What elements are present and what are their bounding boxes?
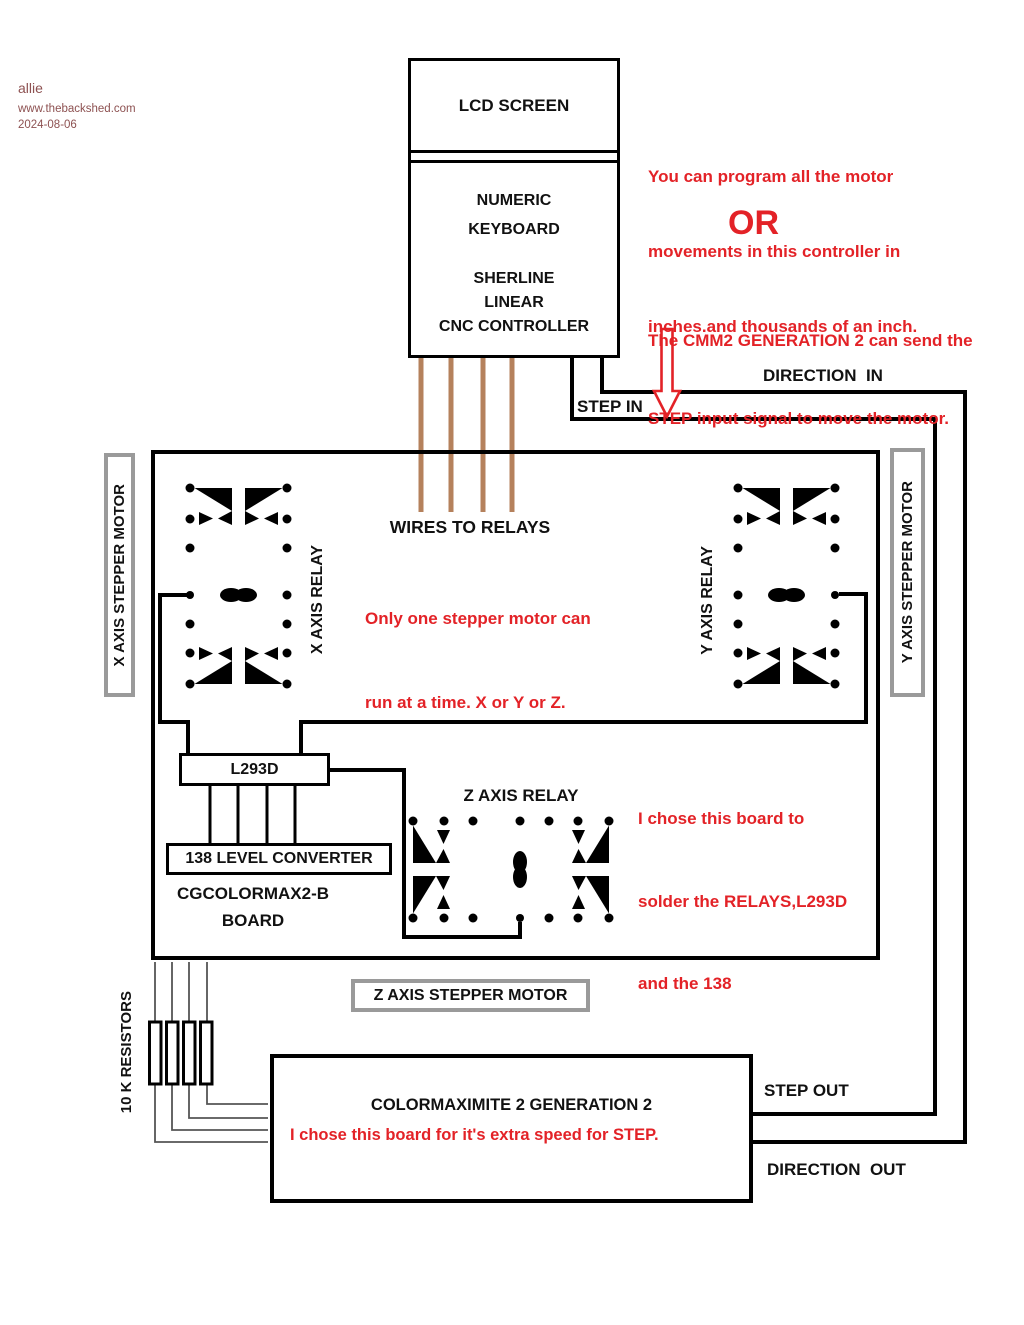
note-only-one-line: run at a time. X or Y or Z.	[365, 693, 566, 712]
controller-line: LINEAR	[484, 294, 544, 311]
site-url: www.thebackshed.com	[18, 103, 136, 115]
note-cmm2-speed: I chose this board for it's extra speed for STEP.	[290, 1126, 659, 1144]
z-stepper-motor-label: Z AXIS STEPPER MOTOR	[373, 986, 568, 1004]
direction-out-label: DIRECTION OUT	[767, 1160, 906, 1179]
board-name	[153, 880, 353, 934]
board-name-line: CGCOLORMAX2-B	[176, 884, 330, 903]
colormaximite-box	[270, 1054, 753, 1203]
note-cmm2-line: The CMM2 GENERATION 2 can send the	[648, 331, 973, 350]
l293d-box	[179, 753, 330, 786]
y-axis-relay-label-wrap	[690, 515, 726, 685]
lcd-divider	[411, 150, 617, 163]
controller-line: NUMERIC	[476, 192, 552, 209]
note-solder-line: I chose this board to	[638, 809, 805, 828]
note-cmm2-line: STEP input signal to move the motor.	[648, 409, 949, 428]
controller-line: CNC CONTROLLER	[438, 318, 590, 335]
y-axis-relay-label: Y AXIS RELAY	[699, 545, 716, 655]
cnc-controller-box	[408, 58, 620, 358]
note-solder-line: solder the RELAYS,L293D	[638, 891, 848, 911]
step-in-label: STEP IN	[577, 397, 643, 416]
resistors-label: 10 K RESISTORS	[117, 990, 135, 1114]
x-axis-relay-label: X AXIS RELAY	[309, 545, 326, 655]
note-or: OR	[728, 204, 779, 242]
resistor-bodies	[150, 1022, 213, 1084]
wires-to-relays-label: WIRES TO RELAYS	[389, 517, 551, 537]
y-stepper-motor-label: Y AXIS STEPPER MOTOR	[899, 481, 916, 664]
note-only-one-line: Only one stepper motor can	[365, 609, 591, 628]
colormaximite-title: COLORMAXIMITE 2 GENERATION 2	[370, 1096, 653, 1114]
direction-in-label: DIRECTION IN	[763, 366, 883, 385]
l293d-label: L293D	[230, 760, 279, 778]
y-stepper-motor-box	[890, 448, 925, 697]
step-out-label: STEP OUT	[764, 1081, 849, 1100]
note-only-one	[365, 549, 591, 773]
author: allie	[18, 80, 43, 96]
controller-text	[411, 163, 617, 336]
level-converter-label: 138 LEVEL CONVERTER	[185, 850, 373, 867]
note-program-line: inches.and thousands of an inch.	[648, 317, 918, 336]
board-name-line: BOARD	[221, 911, 285, 930]
note-program-line: You can program all the motor	[648, 167, 894, 186]
controller-line: KEYBOARD	[468, 221, 560, 238]
lcd-screen-label: LCD SCREEN	[458, 95, 570, 115]
x-axis-relay-label-wrap	[300, 515, 336, 685]
x-stepper-motor-label: X AXIS STEPPER MOTOR	[111, 483, 128, 667]
note-program-line: movements in this controller in	[648, 242, 901, 261]
z-stepper-motor-box	[351, 979, 590, 1012]
note-solder	[638, 750, 847, 1053]
x-stepper-motor-box	[104, 453, 135, 697]
controller-line: SHERLINE	[473, 270, 555, 287]
date: 2024-08-06	[18, 119, 77, 131]
z-axis-relay-label: Z AXIS RELAY	[463, 786, 579, 805]
resistors-label-wrap	[108, 982, 144, 1122]
level-converter-box	[166, 843, 392, 875]
note-solder-line: and the 138	[638, 974, 732, 993]
